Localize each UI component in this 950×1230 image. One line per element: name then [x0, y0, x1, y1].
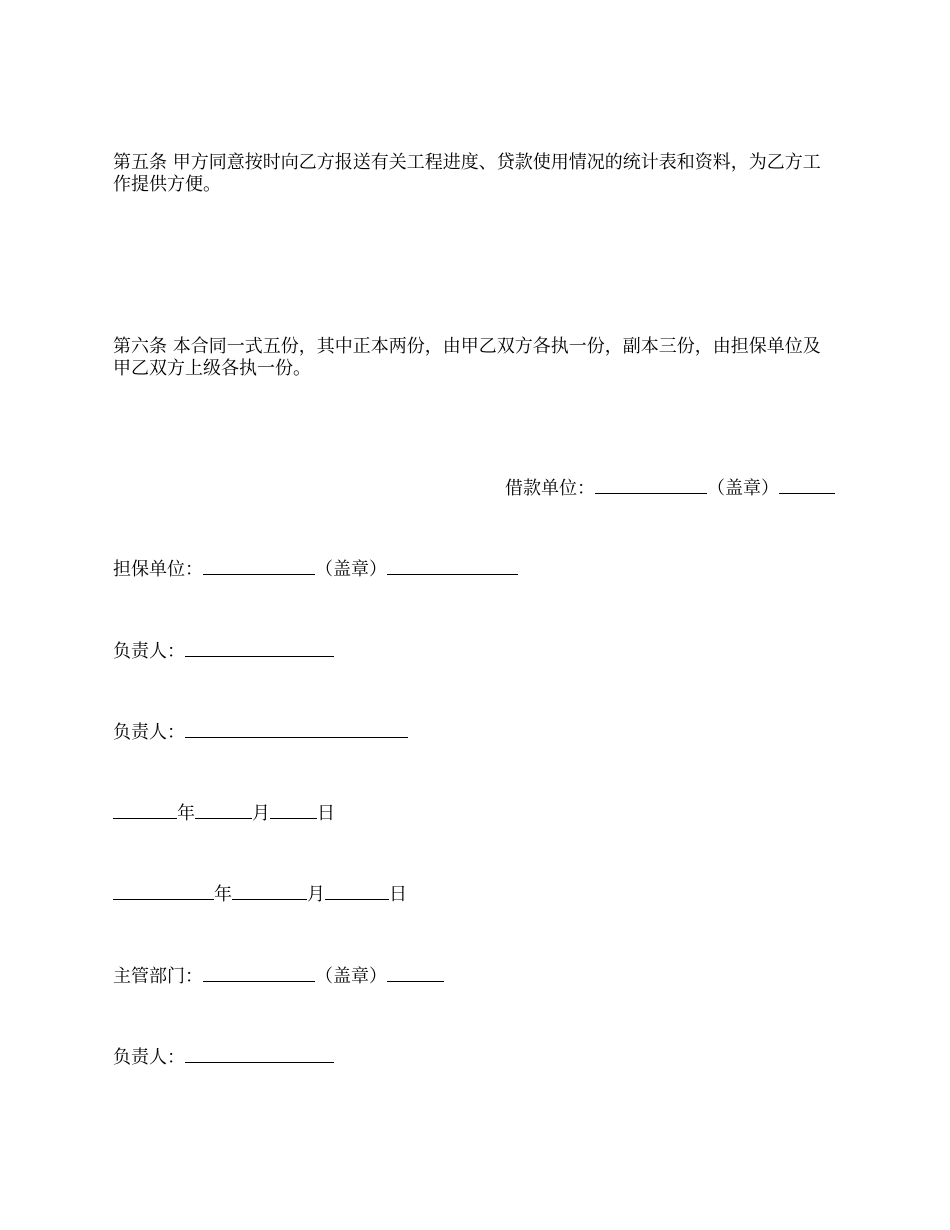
date-line-2	[113, 883, 407, 906]
year-label-1: 年	[177, 803, 195, 824]
responsible-blank-3	[185, 1046, 334, 1063]
responsible-person-line-2	[113, 721, 408, 744]
guarantor-signature-line	[113, 558, 518, 581]
article-6-paragraph: 第六条 本合同一式五份，其中正本两份，由甲乙双方各执一份，副本三份，由担保单位及甲乙双方上级各执一份。	[113, 336, 821, 379]
authority-label: 主管部门：	[113, 966, 203, 987]
borrower-label: 借款单位：	[505, 478, 595, 499]
month-blank-1	[195, 802, 252, 819]
year-label-2: 年	[214, 884, 232, 905]
authority-extra-blank	[387, 965, 444, 982]
responsible-label-2: 负责人：	[113, 722, 185, 743]
borrower-extra-blank	[779, 477, 835, 494]
day-label-1: 日	[317, 803, 335, 824]
guarantor-extra-blank	[387, 558, 518, 575]
year-blank-1	[113, 802, 177, 819]
day-blank-1	[270, 802, 317, 819]
guarantor-seal-label: （盖章）	[315, 559, 387, 580]
authority-name-blank	[203, 965, 315, 982]
guarantor-label: 担保单位：	[113, 559, 203, 580]
borrower-signature-line	[505, 477, 835, 500]
borrower-name-blank	[595, 477, 707, 494]
authority-seal-label: （盖章）	[315, 966, 387, 987]
responsible-person-line-1	[113, 640, 334, 663]
guarantor-name-blank	[203, 558, 315, 575]
year-blank-2	[113, 883, 214, 900]
month-blank-2	[232, 883, 307, 900]
day-blank-2	[325, 883, 389, 900]
responsible-blank-2	[185, 721, 408, 738]
borrower-seal-label: （盖章）	[707, 478, 779, 499]
responsible-person-line-3	[113, 1046, 334, 1069]
date-line-1	[113, 802, 335, 825]
article-5-paragraph: 第五条 甲方同意按时向乙方报送有关工程进度、贷款使用情况的统计表和资料，为乙方工作提供方便。	[113, 152, 821, 195]
responsible-label-3: 负责人：	[113, 1047, 185, 1068]
day-label-2: 日	[389, 884, 407, 905]
month-label-1: 月	[252, 803, 270, 824]
authority-signature-line	[113, 965, 444, 988]
month-label-2: 月	[307, 884, 325, 905]
responsible-label-1: 负责人：	[113, 641, 185, 662]
responsible-blank-1	[185, 640, 334, 657]
